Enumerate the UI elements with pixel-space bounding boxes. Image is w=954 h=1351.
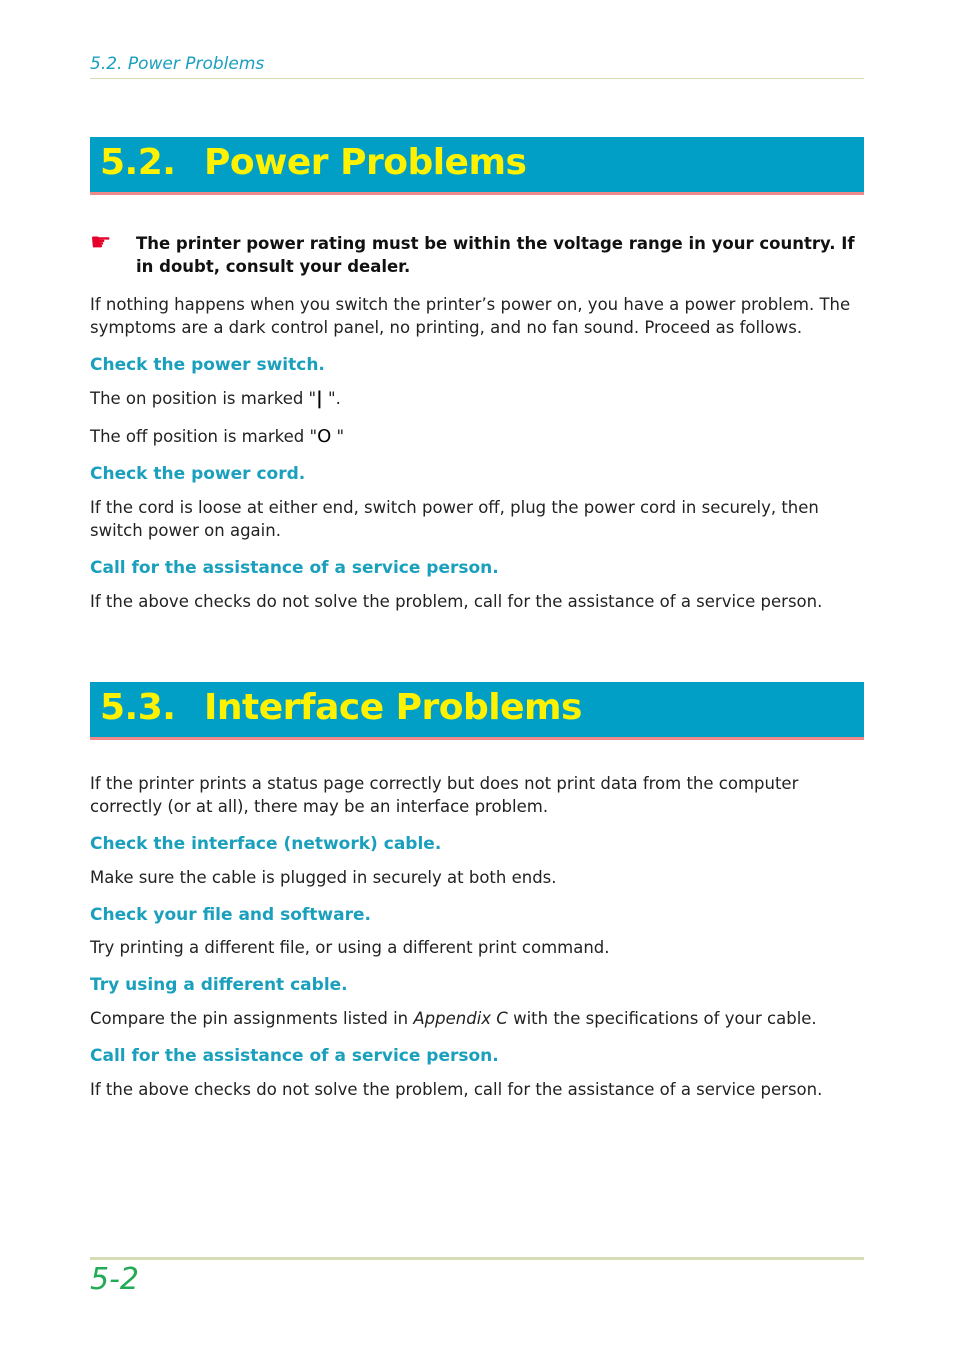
footer-divider <box>90 1257 864 1260</box>
section-title: Interface Problems <box>204 687 582 728</box>
file-text: Try printing a different file, or using a different print command. <box>90 938 610 957</box>
section-number: 5.3. <box>100 687 176 728</box>
call-text-power: If the above checks do not solve the problem, call for the assistance of a service person. <box>90 592 823 611</box>
subhead-check-power-switch: Check the power switch. <box>90 355 325 375</box>
subhead-check-power-cord: Check the power cord. <box>90 464 306 484</box>
subhead-call-service-interface: Call for the assistance of a service person. <box>90 1046 499 1066</box>
interface-intro: If the printer prints a status page correctly but does not print data from the computer correctly (or at all), there may be an interface problem. <box>90 774 799 816</box>
on-symbol: | <box>316 388 323 409</box>
running-header: 5.2. Power Problems <box>90 54 864 79</box>
off-position-text: The off position is marked "O " <box>90 426 345 447</box>
subhead-check-interface-cable: Check the interface (network) cable. <box>90 834 442 854</box>
subhead-try-different-cable: Try using a different cable. <box>90 975 348 995</box>
section-heading-power <box>90 137 864 195</box>
section-title: Power Problems <box>204 142 527 183</box>
call-text-interface: If the above checks do not solve the problem, call for the assistance of a service person. <box>90 1080 823 1099</box>
page-number: 5-2 <box>90 1262 139 1297</box>
appendix-reference: Appendix C <box>413 1009 508 1028</box>
cord-text: If the cord is loose at either end, switch power off, plug the power cord in securely, then switch power on again. <box>90 498 819 540</box>
compare-text: Compare the pin assignments listed in Appendix C with the specifications of your cable. <box>90 1009 817 1028</box>
subhead-call-service-power: Call for the assistance of a service person. <box>90 558 499 578</box>
section-number: 5.2. <box>100 142 176 183</box>
warning-note-text: The printer power rating must be within the voltage range in your country. If in doubt, consult your dealer. <box>136 234 855 276</box>
section-heading-interface <box>90 682 864 740</box>
pointing-hand-icon: ☛ <box>90 228 112 256</box>
subhead-check-file-software: Check your file and software. <box>90 905 371 925</box>
power-intro: If nothing happens when you switch the printer’s power on, you have a power problem. The symptoms are a dark control panel, no printing, and no fan sound. Proceed as follows. <box>90 295 851 337</box>
cable-text: Make sure the cable is plugged in securely at both ends. <box>90 868 557 887</box>
on-position-text: The on position is marked "| ". <box>90 388 341 409</box>
off-symbol: O <box>317 426 332 447</box>
